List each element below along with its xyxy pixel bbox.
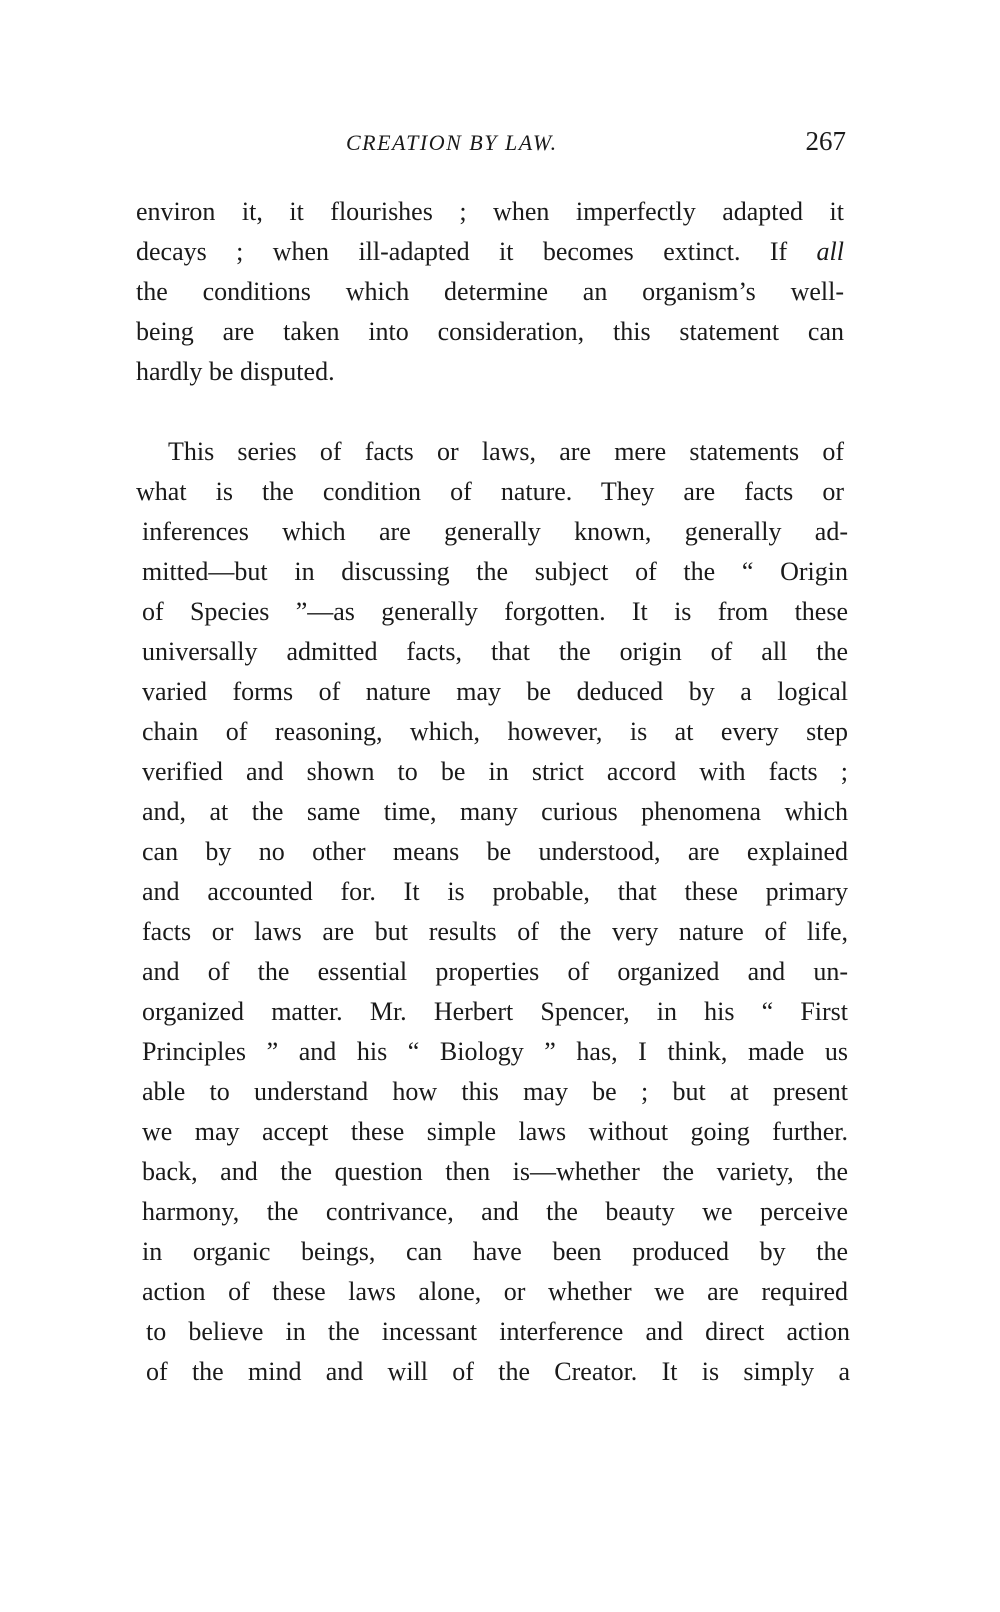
page-header bbox=[138, 126, 850, 166]
text-line: This series of facts or laws, are mere statements of bbox=[168, 437, 844, 466]
text-line: and of the essential properties of organized and un- bbox=[142, 957, 848, 986]
text-line: inferences which are generally known, generally ad- bbox=[142, 517, 848, 546]
text-line: varied forms of nature may be deduced by a logical bbox=[142, 677, 848, 706]
text-line: able to understand how this may be ; but at present bbox=[142, 1077, 848, 1106]
text-line: we may accept these simple laws without going further. bbox=[142, 1117, 848, 1146]
text-line: to believe in the incessant interference and direct action bbox=[146, 1317, 850, 1346]
running-head: CREATION BY LAW. bbox=[346, 130, 558, 155]
text-line: mitted—but in discussing the subject of the “ Origin bbox=[142, 557, 848, 586]
text-line: harmony, the contrivance, and the beauty we perceive bbox=[142, 1197, 848, 1226]
text-line: what is the condition of nature. They are facts or bbox=[136, 477, 844, 506]
text-line: of Species ”—as generally forgotten. It is from these bbox=[142, 597, 848, 626]
emphasis-word: all bbox=[816, 237, 844, 266]
text-line: decays ; when ill-adapted it becomes extinct. If all bbox=[136, 237, 844, 266]
page-number: 267 bbox=[805, 126, 846, 156]
text-line: back, and the question then is—whether the variety, the bbox=[142, 1157, 848, 1186]
text-line: environ it, it flourishes ; when imperfectly adapted it bbox=[136, 197, 844, 226]
text-line: and, at the same time, many curious phenomena which bbox=[142, 797, 848, 826]
text-line: can by no other means be understood, are explained bbox=[142, 837, 848, 866]
text-line: hardly be disputed. bbox=[136, 357, 335, 386]
text-line: universally admitted facts, that the origin of all the bbox=[142, 637, 848, 666]
text-line: and accounted for. It is probable, that these primary bbox=[142, 877, 848, 906]
text-line: organized matter. Mr. Herbert Spencer, in his “ First bbox=[142, 997, 848, 1026]
text-line: the conditions which determine an organism’s well- bbox=[136, 277, 844, 306]
text-line: Principles ” and his “ Biology ” has, I think, made us bbox=[142, 1037, 848, 1066]
text-line: action of these laws alone, or whether we are required bbox=[142, 1277, 848, 1306]
text-line: of the mind and will of the Creator. It is simply a bbox=[146, 1357, 850, 1386]
text-line: chain of reasoning, which, however, is at every step bbox=[142, 717, 848, 746]
text-line: being are taken into consideration, this statement can bbox=[136, 317, 844, 346]
text-line: in organic beings, can have been produced by the bbox=[142, 1237, 848, 1266]
text-line: facts or laws are but results of the very nature of life, bbox=[142, 917, 848, 946]
text-line: verified and shown to be in strict accord with facts ; bbox=[142, 757, 848, 786]
